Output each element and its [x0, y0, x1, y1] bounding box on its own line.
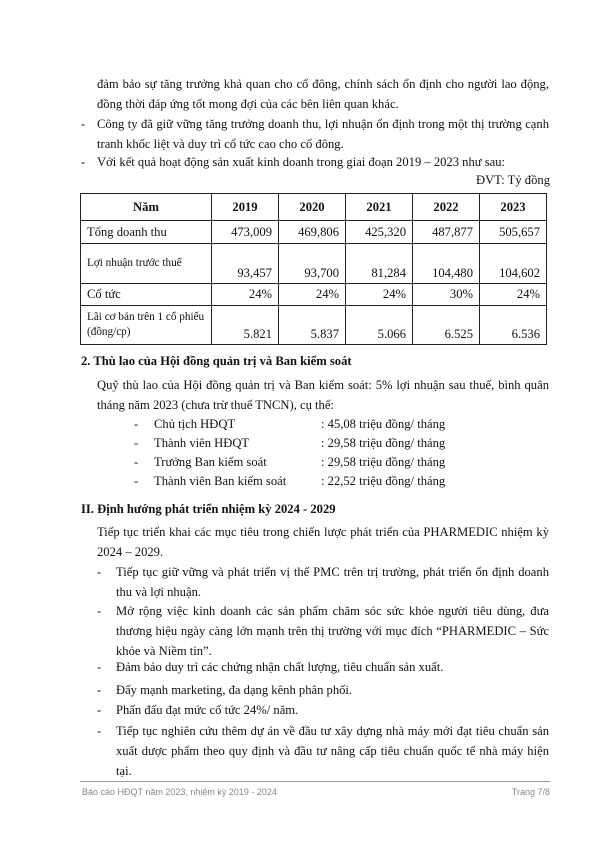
- footer-page-number: Trang 7/8: [511, 787, 550, 797]
- salary-role: Trưởng Ban kiểm soát: [154, 455, 267, 469]
- orientation-bullet: Đảm bảo duy trì các chứng nhận chất lượng, tiêu chuẩn sản xuất.: [116, 660, 444, 674]
- row-label: [81, 244, 212, 284]
- bullet-dash: -: [134, 474, 139, 488]
- table-cell: 24%: [212, 284, 279, 306]
- bullet-dash: -: [97, 565, 102, 579]
- salary-role: Thành viên Ban kiểm soát: [154, 474, 287, 488]
- header-2019: 2019: [212, 194, 279, 221]
- row-label: Cổ tức: [81, 284, 212, 306]
- orientation-bullet: Tiếp tục giữ vững và phát triển vị thế PMC trên trị trường, phát triển ổn định doanh thu và lợi nhuận.: [116, 565, 549, 599]
- salary-amount: : 29,58 triệu đồng/ tháng: [321, 436, 446, 450]
- table-cell: 425,320: [346, 221, 413, 244]
- table-cell: 505,657: [480, 221, 547, 244]
- page-footer: [80, 781, 550, 801]
- table-cell: 473,009: [212, 221, 279, 244]
- table-cell: 81,284: [346, 244, 413, 284]
- table-header-row: [81, 194, 547, 221]
- table-cell: 5.837: [279, 306, 346, 345]
- salary-role: Chủ tịch HĐQT: [154, 417, 236, 431]
- intro-paragraph: đảm bảo sự tăng trưởng khả quan cho cổ đông, chính sách ổn định cho người lao động, đồng thời đáp ứng tốt mong đợi của các bên liên quan khác.: [97, 77, 549, 111]
- bullet-dash: -: [97, 660, 102, 674]
- table-cell: 24%: [346, 284, 413, 306]
- table-cell: 93,457: [212, 244, 279, 284]
- salary-role: Thành viên HĐQT: [154, 436, 250, 450]
- header-2020: 2020: [279, 194, 346, 221]
- row-label: Tổng doanh thu: [81, 221, 212, 244]
- table-cell: 104,602: [480, 244, 547, 284]
- salary-item: [134, 415, 514, 433]
- table-cell: 24%: [480, 284, 547, 306]
- bullet-dash: -: [134, 436, 139, 450]
- table-cell: 487,877: [413, 221, 480, 244]
- section-2-intro: Quỹ thù lao của Hội đồng quản trị và Ban kiểm soát: 5% lợi nhuận sau thuế, bình quân tháng năm 2023 (chưa trừ thuế TNCN), cụ thể:: [97, 378, 549, 412]
- table-cell: 93,700: [279, 244, 346, 284]
- table-row: [81, 284, 547, 306]
- bullet-dash: -: [134, 455, 139, 469]
- salary-item: [134, 453, 514, 471]
- table-cell: 6.525: [413, 306, 480, 345]
- table-row: [81, 306, 547, 345]
- salary-item: [134, 472, 514, 490]
- orientation-bullet: Phấn đấu đạt mức cổ tức 24%/ năm.: [116, 703, 299, 717]
- bullet-growth: Công ty đã giữ vững tăng trưởng doanh thu, lợi nhuận ổn định trong một thị trường cạnh tranh khốc liệt và duy trì cổ tức cao cho cổ đông.: [97, 117, 549, 151]
- table-cell: 24%: [279, 284, 346, 306]
- header-2022: 2022: [413, 194, 480, 221]
- section-2-title: 2. Thù lao của Hội đồng quản trị và Ban kiểm soát: [81, 354, 352, 368]
- table-cell: 469,806: [279, 221, 346, 244]
- header-year: Năm: [81, 194, 212, 221]
- bullet-dash: -: [81, 155, 86, 169]
- results-table: [80, 193, 547, 345]
- bullet-dash: -: [134, 417, 139, 431]
- header-2021: 2021: [346, 194, 413, 221]
- row-label-text: Lợi nhuận trước thuế: [87, 257, 182, 269]
- orientation-bullet: Đẩy mạnh marketing, đa dạng kênh phân phối.: [116, 683, 353, 697]
- salary-amount: : 29,58 triệu đồng/ tháng: [321, 455, 446, 469]
- bullet-dash: -: [97, 604, 102, 618]
- bullet-results-intro: Với kết quả hoạt động sản xuất kinh doanh trong giai đoạn 2019 – 2023 như sau:: [97, 155, 506, 169]
- section-ii-intro: Tiếp tục triển khai các mục tiêu trong chiến lược phát triển của PHARMEDIC nhiệm kỳ 2024 – 2029.: [97, 525, 549, 559]
- row-label: [81, 306, 212, 345]
- bullet-dash: -: [97, 703, 102, 717]
- orientation-bullet: Mở rộng việc kinh doanh các sản phẩm chăm sóc sức khỏe người tiêu dùng, đưa thương hiệu ngày càng lớn mạnh trên thị trường với mục đích “PHARMEDIC – Sức khỏe và Niềm tin”.: [116, 604, 549, 658]
- bullet-dash: -: [97, 724, 102, 738]
- bullet-dash: -: [97, 683, 102, 697]
- orientation-bullet: Tiếp tục nghiên cứu thêm dự án về đầu tư xây dựng nhà máy mới đạt tiêu chuẩn sản xuất dược phẩm theo quy định và đầu tư nâng cấp tiêu chuẩn quốc tế nhà máy hiện tại.: [116, 724, 549, 778]
- table-cell: 104,480: [413, 244, 480, 284]
- footer-report-title: Báo cáo HĐQT năm 2023, nhiệm kỳ 2019 - 2024: [82, 787, 277, 797]
- salary-amount: : 45,08 triệu đồng/ tháng: [321, 417, 446, 431]
- salary-amount: : 22,52 triệu đồng/ tháng: [321, 474, 446, 488]
- section-ii-title: II. Định hướng phát triển nhiệm kỳ 2024 - 2029: [81, 502, 336, 516]
- salary-item: [134, 434, 514, 452]
- header-2023: 2023: [480, 194, 547, 221]
- table-cell: 6.536: [480, 306, 547, 345]
- table-cell: 5.066: [346, 306, 413, 345]
- table-row: [81, 221, 547, 244]
- bullet-dash: -: [81, 117, 86, 131]
- row-label-text: Lãi cơ bản trên 1 cổ phiếu (đồng/cp): [87, 311, 205, 338]
- unit-label: ĐVT: Tỷ đồng: [475, 173, 550, 187]
- table-cell: 30%: [413, 284, 480, 306]
- table-row: [81, 244, 547, 284]
- table-cell: 5.821: [212, 306, 279, 345]
